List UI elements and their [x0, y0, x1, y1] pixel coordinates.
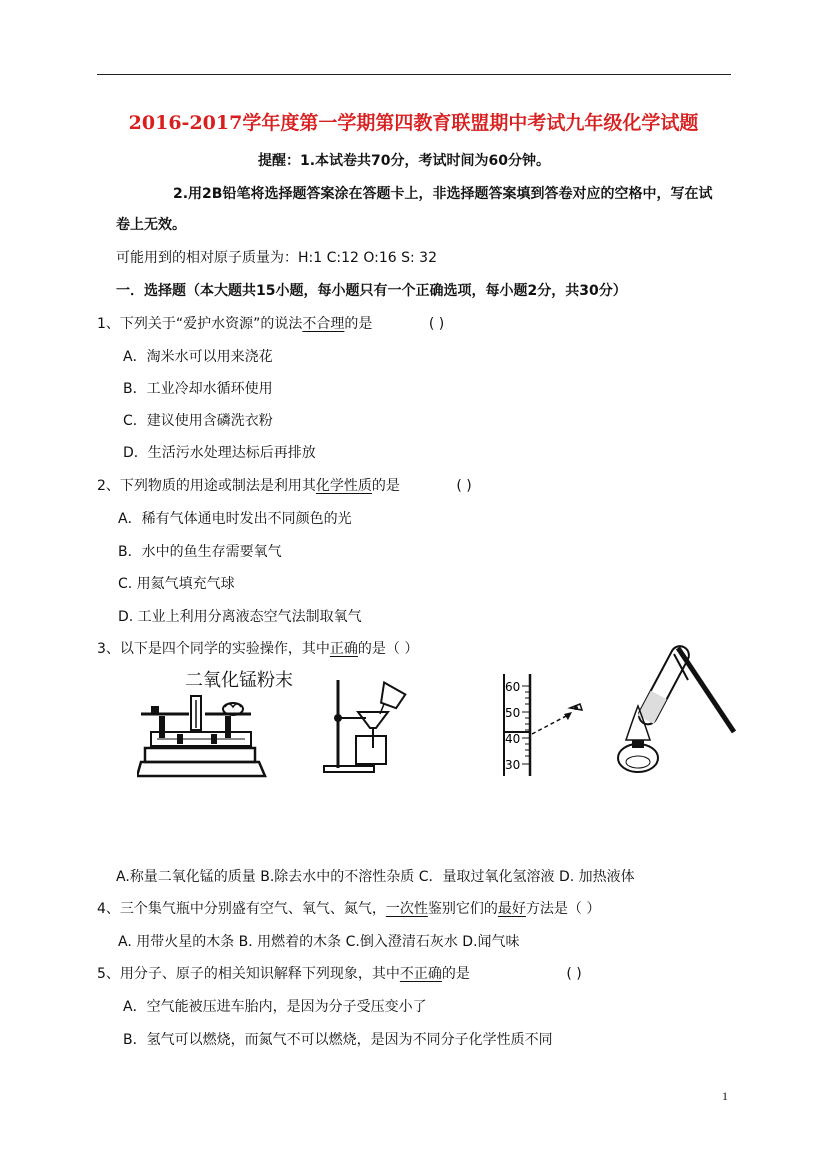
q5-option-b: B．氢气可以燃烧，而氮气不可以燃烧，是因为不同分子化学性质不同 [123, 1032, 553, 1048]
figure-heating [604, 640, 738, 780]
emphasis: 化学性质 [315, 478, 372, 494]
reminder-2a: 2.用2B铅笔将选择题答案涂在答题卡上，非选择题答案填到答卷对应的空格中，写在试 [173, 186, 713, 202]
header-rule [97, 74, 731, 75]
tick-label: 50 [505, 706, 521, 720]
answer-blank: ( ) [566, 966, 582, 982]
q1-option-d: D．生活污水处理达标后再排放 [123, 445, 316, 461]
q1-option-c: C．建议使用含磷洗衣粉 [123, 413, 273, 429]
exam-title: 2016-2017学年度第一学期第四教育联盟期中考试九年级化学试题 [128, 112, 699, 134]
emphasis: 正确 [329, 641, 358, 657]
q1-option-a: A．淘米水可以用来浇花 [123, 349, 273, 365]
answer-blank: ( ) [428, 316, 445, 332]
q1-option-b: B．工业冷却水循环使用 [123, 381, 273, 397]
question-3: 3、以下是四个同学的实验操作，其中正确的是（ ） [97, 641, 419, 657]
reminder-2b: 卷上无效。 [116, 217, 186, 233]
q4-options: A. 用带火星的木条 B. 用燃着的木条 C.倒入澄清石灰水 D.闻气味 [118, 934, 520, 950]
tick-label: 30 [505, 758, 521, 772]
emphasis: 一次性 [385, 901, 428, 917]
emphasis: 不合理 [302, 316, 345, 332]
q5-option-a: A．空气能被压进车胎内，是因为分子受压变小了 [123, 999, 427, 1015]
tick-label: 60 [505, 680, 521, 694]
q2-option-a: A．稀有气体通电时发出不同颜色的光 [118, 511, 352, 527]
figure-label: 二氧化锰粉末 [185, 670, 293, 691]
emphasis: 不正确 [399, 966, 442, 982]
answer-blank: ( ) [456, 478, 472, 494]
q2-option-b: B．水中的鱼生存需要氧气 [118, 544, 282, 560]
q2-option-d: D. 工业上利用分离液态空气法制取氧气 [118, 609, 362, 625]
question-2: 2、下列物质的用途或制法是利用其化学性质的是 ( ) [97, 478, 472, 494]
reminder-1: 提醒：1.本试卷共70分，考试时间为60分钟。 [258, 153, 551, 169]
q2-option-c: C. 用氦气填充气球 [118, 576, 235, 592]
emphasis: 最好 [497, 901, 526, 917]
figure-filtration [320, 676, 410, 776]
question-1: 1、下列关于“爱护水资源”的说法不合理的是 ( ) [97, 316, 445, 332]
tick-label: 40 [505, 732, 521, 746]
question-5: 5、用分子、原子的相关知识解释下列现象，其中不正确的是 ( ) [97, 966, 582, 982]
q3-options: A.称量二氧化锰的质量 B.除去水中的不溶性杂质 C．量取过氧化氢溶液 D. 加热液体 [116, 869, 635, 885]
figure-balance [137, 666, 293, 788]
section-1-heading: 一．选择题（本大题共15小题，每小题只有一个正确选项，每小题2分，共30分） [116, 283, 627, 299]
question-4: 4、三个集气瓶中分别盛有空气、氧气、氮气，一次性鉴别它们的最好方法是（ ） [97, 901, 601, 917]
atomic-masses: 可能用到的相对原子质量为：H:1 C:12 O:16 S: 32 [116, 250, 437, 266]
figure-cylinder [500, 672, 592, 778]
page-number: 1 [722, 1089, 728, 1103]
